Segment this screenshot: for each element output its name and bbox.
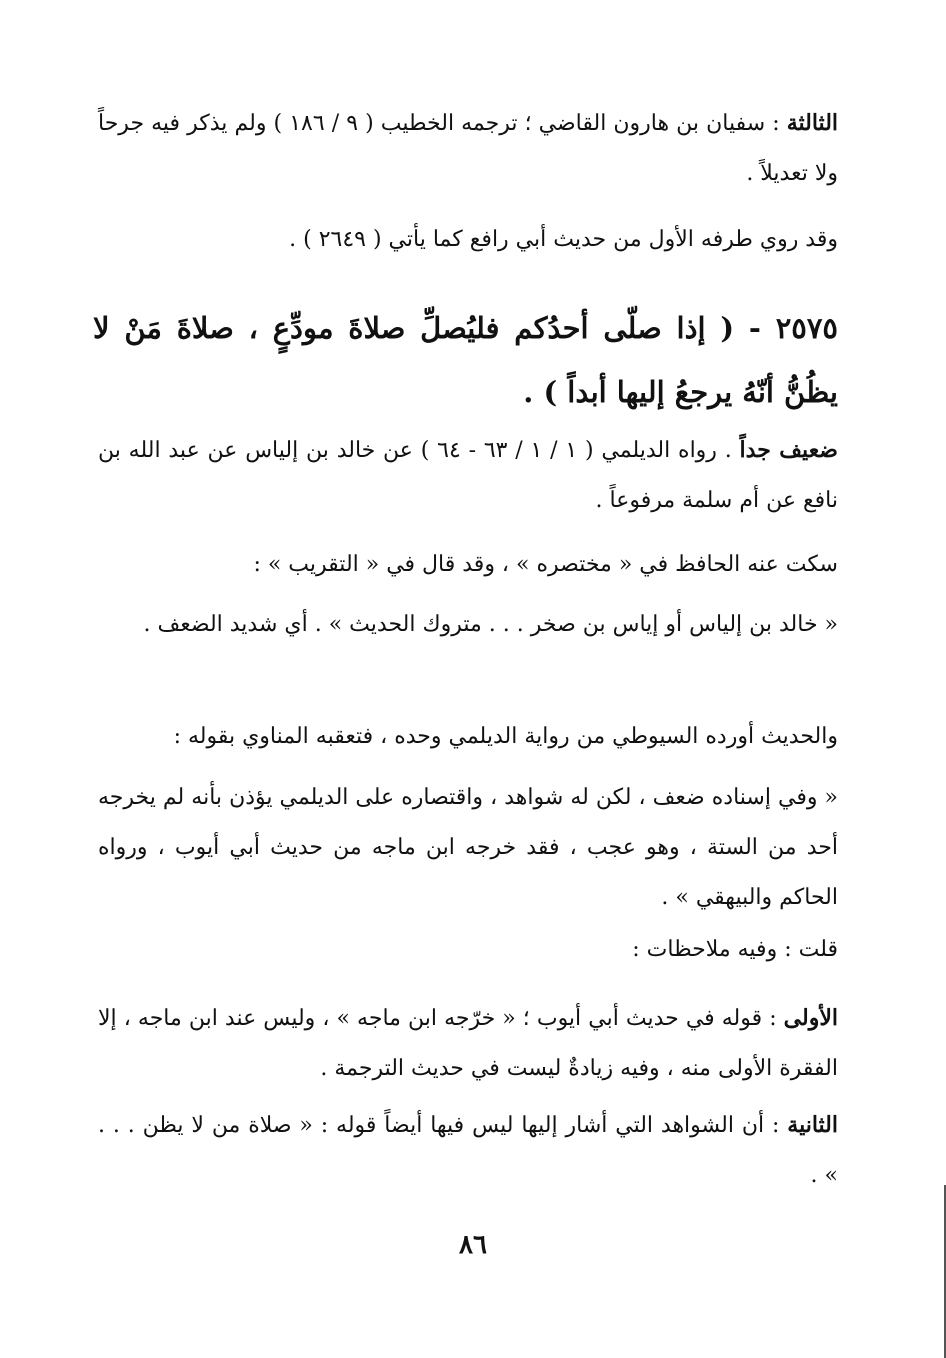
paragraph-hafiz-silence: سكت عنه الحافظ في « مختصره » ، وقد قال في « التقريب » : (253, 552, 838, 577)
paragraph-text-second: : أن الشواهد التي أشار إليها ليس فيها أيضاً قوله : « صلاة من لا يظن . . . » . (98, 1113, 838, 1188)
paragraph-label-grading: ضعيف جداً (739, 437, 838, 463)
paragraph-text-third: : سفيان بن هارون القاضي ؛ ترجمه الخطيب ( ٩ / ١٨٦ ) ولم يذكر فيه جرحاً ولا تعديلاً . (98, 111, 838, 186)
paragraph-label-second: الثانية (787, 1112, 838, 1138)
paragraph-text-first: : قوله في حديث أبي أيوب ؛ « خرّجه ابن ماجه » ، وليس عند ابن ماجه ، إلا الفقرة الأولى منه ، وفيه زيادةٌ ليست في حديث الترجمة . (98, 1006, 838, 1081)
paragraph-munawi-quote: « وفي إسناده ضعف ، لكن له شواهد ، واقتصاره على الديلمي يؤذن بأنه لم يخرجه أحد من الستة ، وهو عجب ، فقد خرجه ابن ماجه من حديث أبي أيوب ، ورواه الحاكم والبيهقي » . (98, 785, 838, 910)
paragraph-first-observation (98, 993, 838, 1094)
page-number: ٨٦ (459, 1230, 487, 1260)
hadith-text-2575: ٢٥٧٥ - ( إذا صلّى أحدُكم فليُصلِّ صلاةَ مودِّعٍ ، صلاةَ مَنْ لا يظُنُّ أنّهُ يرجعُ إليها أبداً ) . (93, 311, 838, 409)
paragraph-second-observation (98, 1100, 838, 1201)
paragraph-third-narrator (98, 98, 838, 199)
paragraph-abu-rafi-reference: وقد روي طرفه الأول من حديث أبي رافع كما يأتي ( ٢٦٤٩ ) . (289, 227, 838, 252)
paragraph-text-grading: . رواه الديلمي ( ١ / ١ / ٦٣ - ٦٤ ) عن خالد بن إلياس عن عبد الله بن نافع عن أم سلمة مرفوعاً . (98, 438, 838, 513)
paragraph-suyuti-munawi: والحديث أورده السيوطي من رواية الديلمي وحده ، فتعقبه المناوي بقوله : (173, 724, 838, 749)
paragraph-label-first: الأولى (783, 1005, 838, 1031)
paragraph-taqrib-quote: « خالد بن إلياس أو إياس بن صخر . . . متروك الحديث » . أي شديد الضعف . (143, 612, 838, 637)
paragraph-grading (98, 425, 838, 526)
paragraph-label-third: الثالثة (786, 110, 839, 136)
paragraph-observations-intro: قلت : وفيه ملاحظات : (632, 937, 838, 962)
